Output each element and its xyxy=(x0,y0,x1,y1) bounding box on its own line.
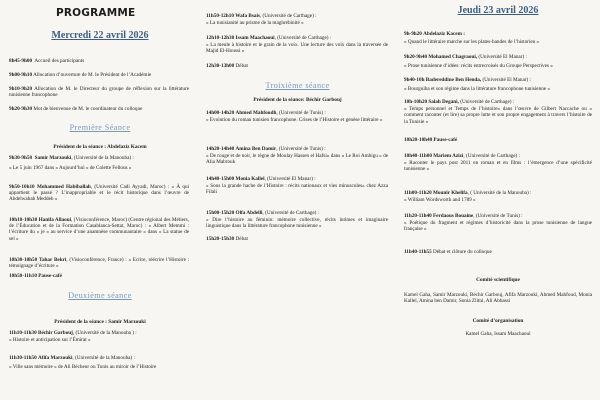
item-text: Mot de bienvenue de M. le coordinateur du colloque xyxy=(33,106,143,112)
talk-time: 14h40-15h00 xyxy=(206,176,235,182)
talk-title: « Temps personnel et Temps de l’histoire» dans l’œuvre de Gilbert Naccache ou « comment raconter (et lire) sa propre lutte et son propre engagement à travers l’histoire de la Tunisie » xyxy=(404,106,592,125)
talk-item xyxy=(206,35,388,55)
talk-time: 15h00-15h20 xyxy=(206,210,235,216)
talk-speaker: Mounir Khelifa xyxy=(432,190,468,196)
talk-time: 9h20-9h40 xyxy=(404,54,428,60)
item-time: 8h45-9h00 xyxy=(9,58,33,64)
talk-title: « La meule à histoire et le grain de la voix. Une lecture des voix dans la traversée de Majid El-Houssi » xyxy=(206,42,388,55)
talk-item xyxy=(206,13,388,26)
day1-title: Mercredi 22 avril 2026 xyxy=(51,30,149,41)
talk-affiliation: , (Université Cadi Ayyadi, Maroc) : xyxy=(90,184,170,190)
talk-item xyxy=(9,330,189,343)
item-time: 9h10-9h20 xyxy=(9,86,33,92)
talk-affiliation: , (Université de la Manouba ) : xyxy=(72,330,137,336)
talk-speaker: Amina Ben Damir xyxy=(235,146,277,152)
opening-item xyxy=(9,86,189,98)
talk-time: 11h30-11h50 xyxy=(9,355,37,361)
closing-text: Débat et clôture du colloque xyxy=(432,249,492,255)
talk-item xyxy=(9,257,189,269)
talk-item xyxy=(404,31,592,45)
talk-speaker: Wafa Bsais xyxy=(235,13,260,19)
talk-time: 14h20-14h40 xyxy=(206,146,235,152)
talk-title: « Le 5 juin 1967 dans « Aujourd’hui » de Colette Fellous » xyxy=(9,165,132,172)
talk-speaker: Mariem Azizi xyxy=(433,153,464,159)
session3-title: Troixième séance xyxy=(265,81,330,90)
opening-item xyxy=(9,106,189,112)
talk-item xyxy=(404,213,592,233)
talk-title: « Evolution du roman tunisien francophone. Crises de l’Histoire et genèse littéraire » xyxy=(206,117,383,124)
debate-item xyxy=(206,236,388,242)
organisation-committee-title: Comité d’organisation xyxy=(472,318,524,324)
item-text: Allocation d’ouverture de M. le Président de l’Académie xyxy=(33,72,152,78)
talk-affiliation: , (Université de Carthage) : xyxy=(274,35,332,41)
talk-title: « Albert Memmi : l’écriture du « je » au service d’une anamnèse communautaire » dans « La statue de sel » xyxy=(9,223,189,242)
item-text: Accueil des participants xyxy=(34,58,85,64)
talk-affiliation: (Université El Manar) : xyxy=(477,54,527,60)
talk-item xyxy=(206,146,388,166)
talk-item xyxy=(9,184,189,203)
talk-item xyxy=(404,54,592,69)
talk-item xyxy=(206,110,388,123)
talk-item xyxy=(206,176,388,196)
item-time: 9h00-9h10 xyxy=(9,72,33,78)
talk-item xyxy=(9,355,189,370)
talk-title: « Quand le littéraire marche sur les plates-bandes de l’historien » xyxy=(404,39,540,46)
talk-affiliation: , (Université de Tunis) : xyxy=(276,110,326,116)
organisation-committee-members: Kamel Gaha, Issam Maachaoui xyxy=(465,331,531,337)
talk-title: « De rouge et de noir, le règne de Moulay Hassen el Hafsi» dans « Le Roi Ambigu » de Alia Mabrouk xyxy=(206,153,388,166)
talk-time: 11h20-11h40 xyxy=(404,213,432,219)
talk-time: 9h40-10h xyxy=(404,77,425,83)
talk-title: « Histoire et anticipation sur l’Émirat » xyxy=(9,337,91,344)
talk-speaker: Abdelaziz Kacem xyxy=(423,31,462,37)
debate-text: Débat xyxy=(235,63,248,69)
talk-affiliation: , (Université de la Manouba) : xyxy=(71,155,134,161)
talk-title: « Sous la grande hache de l’Histoire : récits nationaux et vies minuscules» chez Azza Filali xyxy=(206,183,388,196)
talk-speaker: Samir Marzouki xyxy=(34,155,72,161)
talk-affiliation: , (Université de Carthage) : xyxy=(262,210,320,216)
talk-speaker: Salah Degani, xyxy=(428,99,459,105)
talk-item xyxy=(404,77,592,92)
talk-time: 10h30-10h50 xyxy=(9,257,38,263)
talk-item xyxy=(206,210,388,230)
talk-speaker: Tahar Bekri xyxy=(38,257,67,263)
debate-time: 12h30-13h00 xyxy=(206,63,235,69)
talk-title: « Ville sans mémoire » de Ali Bécheur ou Tunis au miroir de l’Histoire xyxy=(9,364,157,371)
talk-title: « William Wordsworth and 1789 » xyxy=(404,197,476,204)
talk-speaker: Badereddine Ben Henda, xyxy=(425,77,482,83)
talk-title: « Prose tunisienne d’idées: récits entrecroisés du Groupe Perspectives » xyxy=(404,63,553,70)
session3-president: Président de la séance: Béchir Garbouj xyxy=(253,97,342,103)
talk-affiliation: , (Université de la Manouba) : xyxy=(72,355,135,361)
talk-affiliation: (Université El Manar) : xyxy=(481,77,531,83)
talk-affiliation: , (Université de Carthage) : xyxy=(259,13,317,19)
talk-affiliation: (Université de Carthage) : xyxy=(458,99,515,105)
talk-affiliation: , (Visioconférence, Maroc) (Centre régional des Métiers, de l’Éducation et de la Formation Casablanca-Settat, Maroc) : xyxy=(9,217,190,230)
talk-title: « La tunisianité au prisme de la maghrébinité » xyxy=(206,20,304,27)
debate-item xyxy=(206,63,388,69)
talk-time: 10h-10h20 xyxy=(404,99,428,105)
debate-time: 15h20-15h30 xyxy=(206,236,235,242)
talk-time: 9h30-9h50 xyxy=(9,155,33,161)
talk-item xyxy=(9,155,189,171)
programme-title: PROGRAMME xyxy=(56,7,136,19)
talk-speaker: Ahmed Mahfoudh xyxy=(235,110,277,116)
talk-speaker: Afifa Marzouki xyxy=(37,355,73,361)
coffee-break: 10h20-10h40 Pause-café xyxy=(404,137,458,143)
debate-text: Débat xyxy=(235,236,248,242)
talk-item xyxy=(404,190,592,203)
talk-time: 11h00-11h20 xyxy=(404,190,432,196)
session1-president: Président de la séance : Abdelaziz Kacem xyxy=(53,144,147,150)
talk-time: 11h50-12h10 xyxy=(206,13,234,19)
talk-speaker: Hanifa Allaoui xyxy=(38,217,72,223)
talk-affiliation: , ( Université de la Manouba) : xyxy=(467,190,532,196)
talk-time: 10h40-11h00 xyxy=(404,153,432,159)
talk-time: 9h50-10h10 xyxy=(9,184,35,190)
talk-affiliation: , (Université de Tunis) : xyxy=(473,213,523,219)
coffee-break: 10h50-11h10 Pause-café xyxy=(9,273,62,279)
talk-title: « Poétique du fragment et régimes d’historicité dans la prose tunisienne de langue française » xyxy=(404,220,592,233)
talk-title: « Raconter le pays post 2011 en roman et en films : l’émergence d’une spécificité tunisienne » xyxy=(404,160,592,173)
closing-time: 11h40-11h55 xyxy=(404,249,432,255)
talk-time: 14h00-14h20 xyxy=(206,110,235,116)
talk-speaker: Issam Maachaoui xyxy=(235,35,275,41)
talk-affiliation: : xyxy=(461,31,465,37)
session2-title: Deuxième séance xyxy=(68,291,132,300)
talk-title: « Dire l’histoire au féminin: mémoire collective, récits intimes et imaginaire linguistique dans la littérature francophone tunisienne » xyxy=(206,217,388,230)
talk-time: 10h10-10h30 xyxy=(9,217,38,223)
item-text: Allocation de M. le Directeur du groupe de réflexion sur la littérature tunisienne francophone xyxy=(9,86,189,99)
scientific-committee-members: Kamel Gaha, Samir Marzouki, Béchir Garbouj, Afifa Marzouki, Ahmed Mahfoud, Monia Kallel, Amina ben Damir, Sonia Zlitni, Ali Abbassi xyxy=(404,292,592,305)
talk-affiliation: , (Université de Tunis) : xyxy=(276,146,326,152)
talk-affiliation: , (Visioconférence, France) : xyxy=(66,257,127,263)
talk-affiliation: , (Université de Carthage) : xyxy=(463,153,520,159)
day2-title: Jeudi 23 avril 2026 xyxy=(457,5,539,16)
item-time: 9h20-9h30 xyxy=(9,106,33,112)
talk-item xyxy=(404,99,592,125)
closing-item xyxy=(404,249,592,255)
talk-speaker: Olfa Abdelli xyxy=(235,210,263,216)
talk-affiliation: , (Université El Manar) : xyxy=(264,176,316,182)
talk-item xyxy=(9,217,189,242)
session2-president: Président de la séance : Samir Marzouki xyxy=(54,319,146,325)
talk-title: « À qui appartient le passé ? L’inappropriable et le récit historique dans l’œuvre de Abdelwahab Meddeb » xyxy=(9,184,189,203)
talk-speaker: Béchir Garbouj xyxy=(37,330,73,336)
opening-item xyxy=(9,72,189,78)
talk-speaker: Mohammed Habiballah xyxy=(36,184,91,190)
talk-time: 11h10-11h30 xyxy=(9,330,37,336)
talk-speaker: Ferdaous Bouaine xyxy=(432,213,474,219)
opening-item xyxy=(9,58,189,64)
talk-title: « Bourguiba et son régime dans la littérature francophone tunisienne » xyxy=(404,86,550,93)
talk-time: 12h10-12h30 xyxy=(206,35,235,41)
talk-title: « Ecrire, réécrire l’Histoire : témoignage d’écriture » xyxy=(9,257,190,270)
talk-speaker: Mohamed Chagraoui, xyxy=(428,54,478,60)
scientific-committee-title: Comité scientifique xyxy=(476,277,520,283)
talk-speaker: Monia Kallel xyxy=(235,176,265,182)
talk-item xyxy=(404,153,592,173)
session1-title: Première Séance xyxy=(69,123,131,132)
talk-time: 9h-9h20 xyxy=(404,31,422,37)
